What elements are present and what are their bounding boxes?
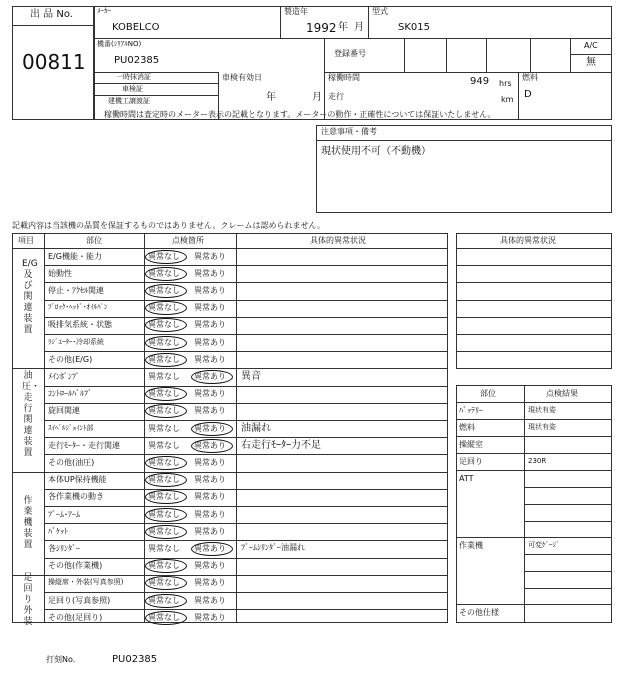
option-ng[interactable]: 異常あり xyxy=(194,285,226,295)
hours-disclaimer: 稼働時間は査定時のメーター表示の記載となります。メーターの動作・正確性については保証いたしません。 xyxy=(104,110,496,119)
selected-ng-circle xyxy=(191,422,233,436)
selected-ok-circle xyxy=(145,594,187,608)
section-label: 油圧・走行関連装置 xyxy=(22,370,41,458)
row-part: 各作業機の動き xyxy=(48,492,104,502)
row-part: その他(E/G) xyxy=(48,354,93,364)
row-part: 吸排気系統・状態 xyxy=(48,320,112,330)
option-ng[interactable]: 異常あり xyxy=(194,492,226,502)
year-unit: 年 xyxy=(338,22,348,33)
option-ng[interactable]: 異常あり xyxy=(194,457,226,467)
option-ok[interactable]: 異常なし xyxy=(148,354,180,364)
selected-ok-circle xyxy=(145,284,187,298)
row-part: ﾊﾞｹｯﾄ xyxy=(48,526,68,536)
option-ok[interactable]: 異常なし xyxy=(148,268,180,278)
option-ng[interactable]: 異常あり xyxy=(194,423,226,433)
km-unit: km xyxy=(501,95,514,104)
col-detail-header: 具体的異常状況 xyxy=(310,236,366,245)
temp-cert-label: 一時抹消証 xyxy=(116,73,151,81)
result-part: ﾊﾞｯﾃﾘｰ xyxy=(459,406,483,415)
section-label: 足回り外装 xyxy=(23,573,33,628)
selected-ok-circle xyxy=(145,353,187,367)
option-ng[interactable]: 異常あり xyxy=(194,268,226,278)
lot-label: 出 品 No. xyxy=(30,9,73,20)
result-value: 現状有姿 xyxy=(528,406,556,414)
row-part: ｽｲﾍﾞﾙｼﾞｮｲﾝﾄ部 xyxy=(48,423,94,432)
row-part: 旋回関連 xyxy=(48,406,80,416)
selected-ng-circle xyxy=(191,370,233,384)
spec-header-box xyxy=(94,6,612,120)
option-ok[interactable]: 異常なし xyxy=(148,526,180,536)
inspection-cert-label: 車検証 xyxy=(122,85,143,93)
result-part: 操縦室 xyxy=(459,440,483,449)
col-part-header: 部位 xyxy=(86,236,102,245)
option-ng[interactable]: 異常あり xyxy=(194,354,226,364)
option-ng[interactable]: 異常あり xyxy=(194,578,226,588)
selected-ok-circle xyxy=(145,611,187,625)
option-ng[interactable]: 異常あり xyxy=(194,251,226,261)
year-label: 製造年 xyxy=(284,7,308,16)
option-ng[interactable]: 異常あり xyxy=(194,337,226,347)
row-part: ﾒｲﾝﾎﾟﾝﾌﾟ xyxy=(48,371,80,381)
result-value: 230R xyxy=(528,457,547,465)
row-part: 各ｼﾘﾝﾀﾞｰ xyxy=(48,543,80,553)
stamp-label: 打刻No. xyxy=(46,655,76,664)
row-detail: 油漏れ xyxy=(241,423,271,434)
row-part: ﾌﾞﾛｯｸ･ﾍｯﾄﾞ･ｵｲﾙﾊﾟﾝ xyxy=(48,303,108,312)
fuel-value: D xyxy=(524,89,532,100)
option-ok[interactable]: 異常なし xyxy=(148,337,180,347)
result-part: 足回り xyxy=(459,457,483,466)
option-ok[interactable]: 異常なし xyxy=(148,457,180,467)
option-ng[interactable]: 異常あり xyxy=(194,543,226,553)
serial-value: PU02385 xyxy=(114,55,160,66)
selected-ok-circle xyxy=(145,473,187,487)
row-detail: 右走行ﾓｰﾀｰ力不足 xyxy=(241,440,321,452)
ac-value: 無 xyxy=(586,57,596,68)
row-part: ﾗｼﾞｴｰﾀｰ･冷却系統 xyxy=(48,337,104,346)
transfer-cert-label: 建機工譲渡証 xyxy=(108,97,150,105)
option-ok[interactable]: 異常なし xyxy=(148,440,180,450)
option-ng[interactable]: 異常あり xyxy=(194,406,226,416)
option-ng[interactable]: 異常あり xyxy=(194,475,226,485)
result-value: 可変ｹﾞｰｼﾞ xyxy=(528,541,560,549)
selected-ok-circle xyxy=(145,267,187,281)
option-ok[interactable]: 異常なし xyxy=(148,492,180,502)
option-ok[interactable]: 異常なし xyxy=(148,475,180,485)
expiry-year-unit: 年 xyxy=(266,92,276,103)
row-part: E/G機能・能力 xyxy=(48,251,102,261)
fuel-label: 燃料 xyxy=(522,73,538,82)
quality-disclaimer: 記載内容は当該機の品質を保証するものではありません。クレームは認められません。 xyxy=(12,221,325,230)
selected-ok-circle xyxy=(145,559,187,573)
inspection-expiry-label: 車検有効日 xyxy=(222,73,262,82)
option-ng[interactable]: 異常あり xyxy=(194,371,226,381)
option-ok[interactable]: 異常なし xyxy=(148,423,180,433)
serial-label: 機番(ｼﾘｱﾙNO) xyxy=(97,40,142,48)
option-ok[interactable]: 異常なし xyxy=(148,509,180,519)
registration-label: 登録番号 xyxy=(334,49,366,58)
result-part: 燃料 xyxy=(459,423,475,432)
row-detail: ﾌﾞｰﾑｼﾘﾝﾀﾞｰ油漏れ xyxy=(241,543,305,553)
hours-unit: hrs xyxy=(499,79,512,88)
result-col-part: 部位 xyxy=(480,389,496,398)
result-value: 現状有姿 xyxy=(528,423,556,431)
option-ok[interactable]: 異常なし xyxy=(148,303,180,313)
selected-ok-circle xyxy=(145,250,187,264)
option-ng[interactable]: 異常あり xyxy=(194,440,226,450)
option-ng[interactable]: 異常あり xyxy=(194,526,226,536)
hours-label: 稼働時間 xyxy=(328,73,360,82)
ac-label: A/C xyxy=(584,41,598,50)
row-part: 走行ﾓｰﾀｰ・走行関連 xyxy=(48,440,120,450)
col-check-header: 点検箇所 xyxy=(172,236,204,245)
hours-value: 949 xyxy=(470,76,490,87)
col-item-header: 項目 xyxy=(18,236,34,245)
selected-ok-circle xyxy=(145,336,187,350)
right-detail-header: 具体的異常状況 xyxy=(500,236,556,245)
right-detail-table xyxy=(456,233,612,369)
year-value: 1992 xyxy=(306,21,337,35)
option-ng[interactable]: 異常あり xyxy=(194,320,226,330)
notes-box xyxy=(316,125,612,213)
option-ok[interactable]: 異常なし xyxy=(148,595,180,605)
option-ok[interactable]: 異常なし xyxy=(148,389,180,399)
option-ok[interactable]: 異常なし xyxy=(148,543,180,553)
option-ng[interactable]: 異常あり xyxy=(194,303,226,313)
row-part: 停止・ｱｸｾﾙ関連 xyxy=(48,285,104,295)
selected-ng-circle xyxy=(191,439,233,453)
row-part: その他(足回り) xyxy=(48,612,103,622)
option-ok[interactable]: 異常なし xyxy=(148,285,180,295)
row-part: 操縦席・外装(写真参照) xyxy=(48,578,124,587)
result-part: ATT xyxy=(459,474,474,483)
month-unit: 月 xyxy=(354,22,364,33)
selected-ok-circle xyxy=(145,301,187,315)
selected-ok-circle xyxy=(145,508,187,522)
option-ng[interactable]: 異常あり xyxy=(194,595,226,605)
maker-label: ﾒｰｶｰ xyxy=(97,7,111,15)
row-part: その他(作業機) xyxy=(48,561,103,571)
option-ok[interactable]: 異常なし xyxy=(148,578,180,588)
option-ok[interactable]: 異常なし xyxy=(148,406,180,416)
option-ok[interactable]: 異常なし xyxy=(148,320,180,330)
option-ok[interactable]: 異常なし xyxy=(148,612,180,622)
row-part: 始動性 xyxy=(48,268,72,278)
expiry-month-unit: 月 xyxy=(312,92,322,103)
row-part: ｺﾝﾄﾛｰﾙﾊﾞﾙﾌﾞ xyxy=(48,389,92,399)
result-part: 作業機 xyxy=(459,541,483,550)
result-col-result: 点検結果 xyxy=(546,389,578,398)
option-ok[interactable]: 異常なし xyxy=(148,371,180,381)
notes-value: 現状使用不可（不動機） xyxy=(321,146,431,157)
section-label: E/G及び関連装置 xyxy=(22,258,38,335)
row-detail: 異音 xyxy=(241,371,261,383)
selected-ok-circle xyxy=(145,525,187,539)
row-part: 本体UP保持機能 xyxy=(48,475,107,485)
model-value: SK015 xyxy=(398,22,430,33)
selected-ng-circle xyxy=(191,542,233,556)
travel-label: 走行 xyxy=(328,92,344,101)
notes-label: 注意事項・備考 xyxy=(321,127,377,136)
model-label: 型式 xyxy=(372,7,388,16)
section-label: 作業機装置 xyxy=(23,495,33,550)
row-part: 足回り(写真参照) xyxy=(48,595,111,605)
row-part: ﾌﾞｰﾑ･ｱｰﾑ xyxy=(48,509,80,519)
lot-number: 00811 xyxy=(22,50,86,74)
option-ok[interactable]: 異常なし xyxy=(148,251,180,261)
maker-value: KOBELCO xyxy=(112,22,160,33)
stamp-value: PU02385 xyxy=(112,654,158,665)
option-ng[interactable]: 異常あり xyxy=(194,509,226,519)
selected-ok-circle xyxy=(145,456,187,470)
row-part: その他(油圧) xyxy=(48,457,95,467)
result-part: その他仕様 xyxy=(459,608,499,617)
option-ng[interactable]: 異常あり xyxy=(194,561,226,571)
option-ng[interactable]: 異常あり xyxy=(194,612,226,622)
option-ok[interactable]: 異常なし xyxy=(148,561,180,571)
selected-ok-circle xyxy=(145,387,187,401)
option-ng[interactable]: 異常あり xyxy=(194,389,226,399)
